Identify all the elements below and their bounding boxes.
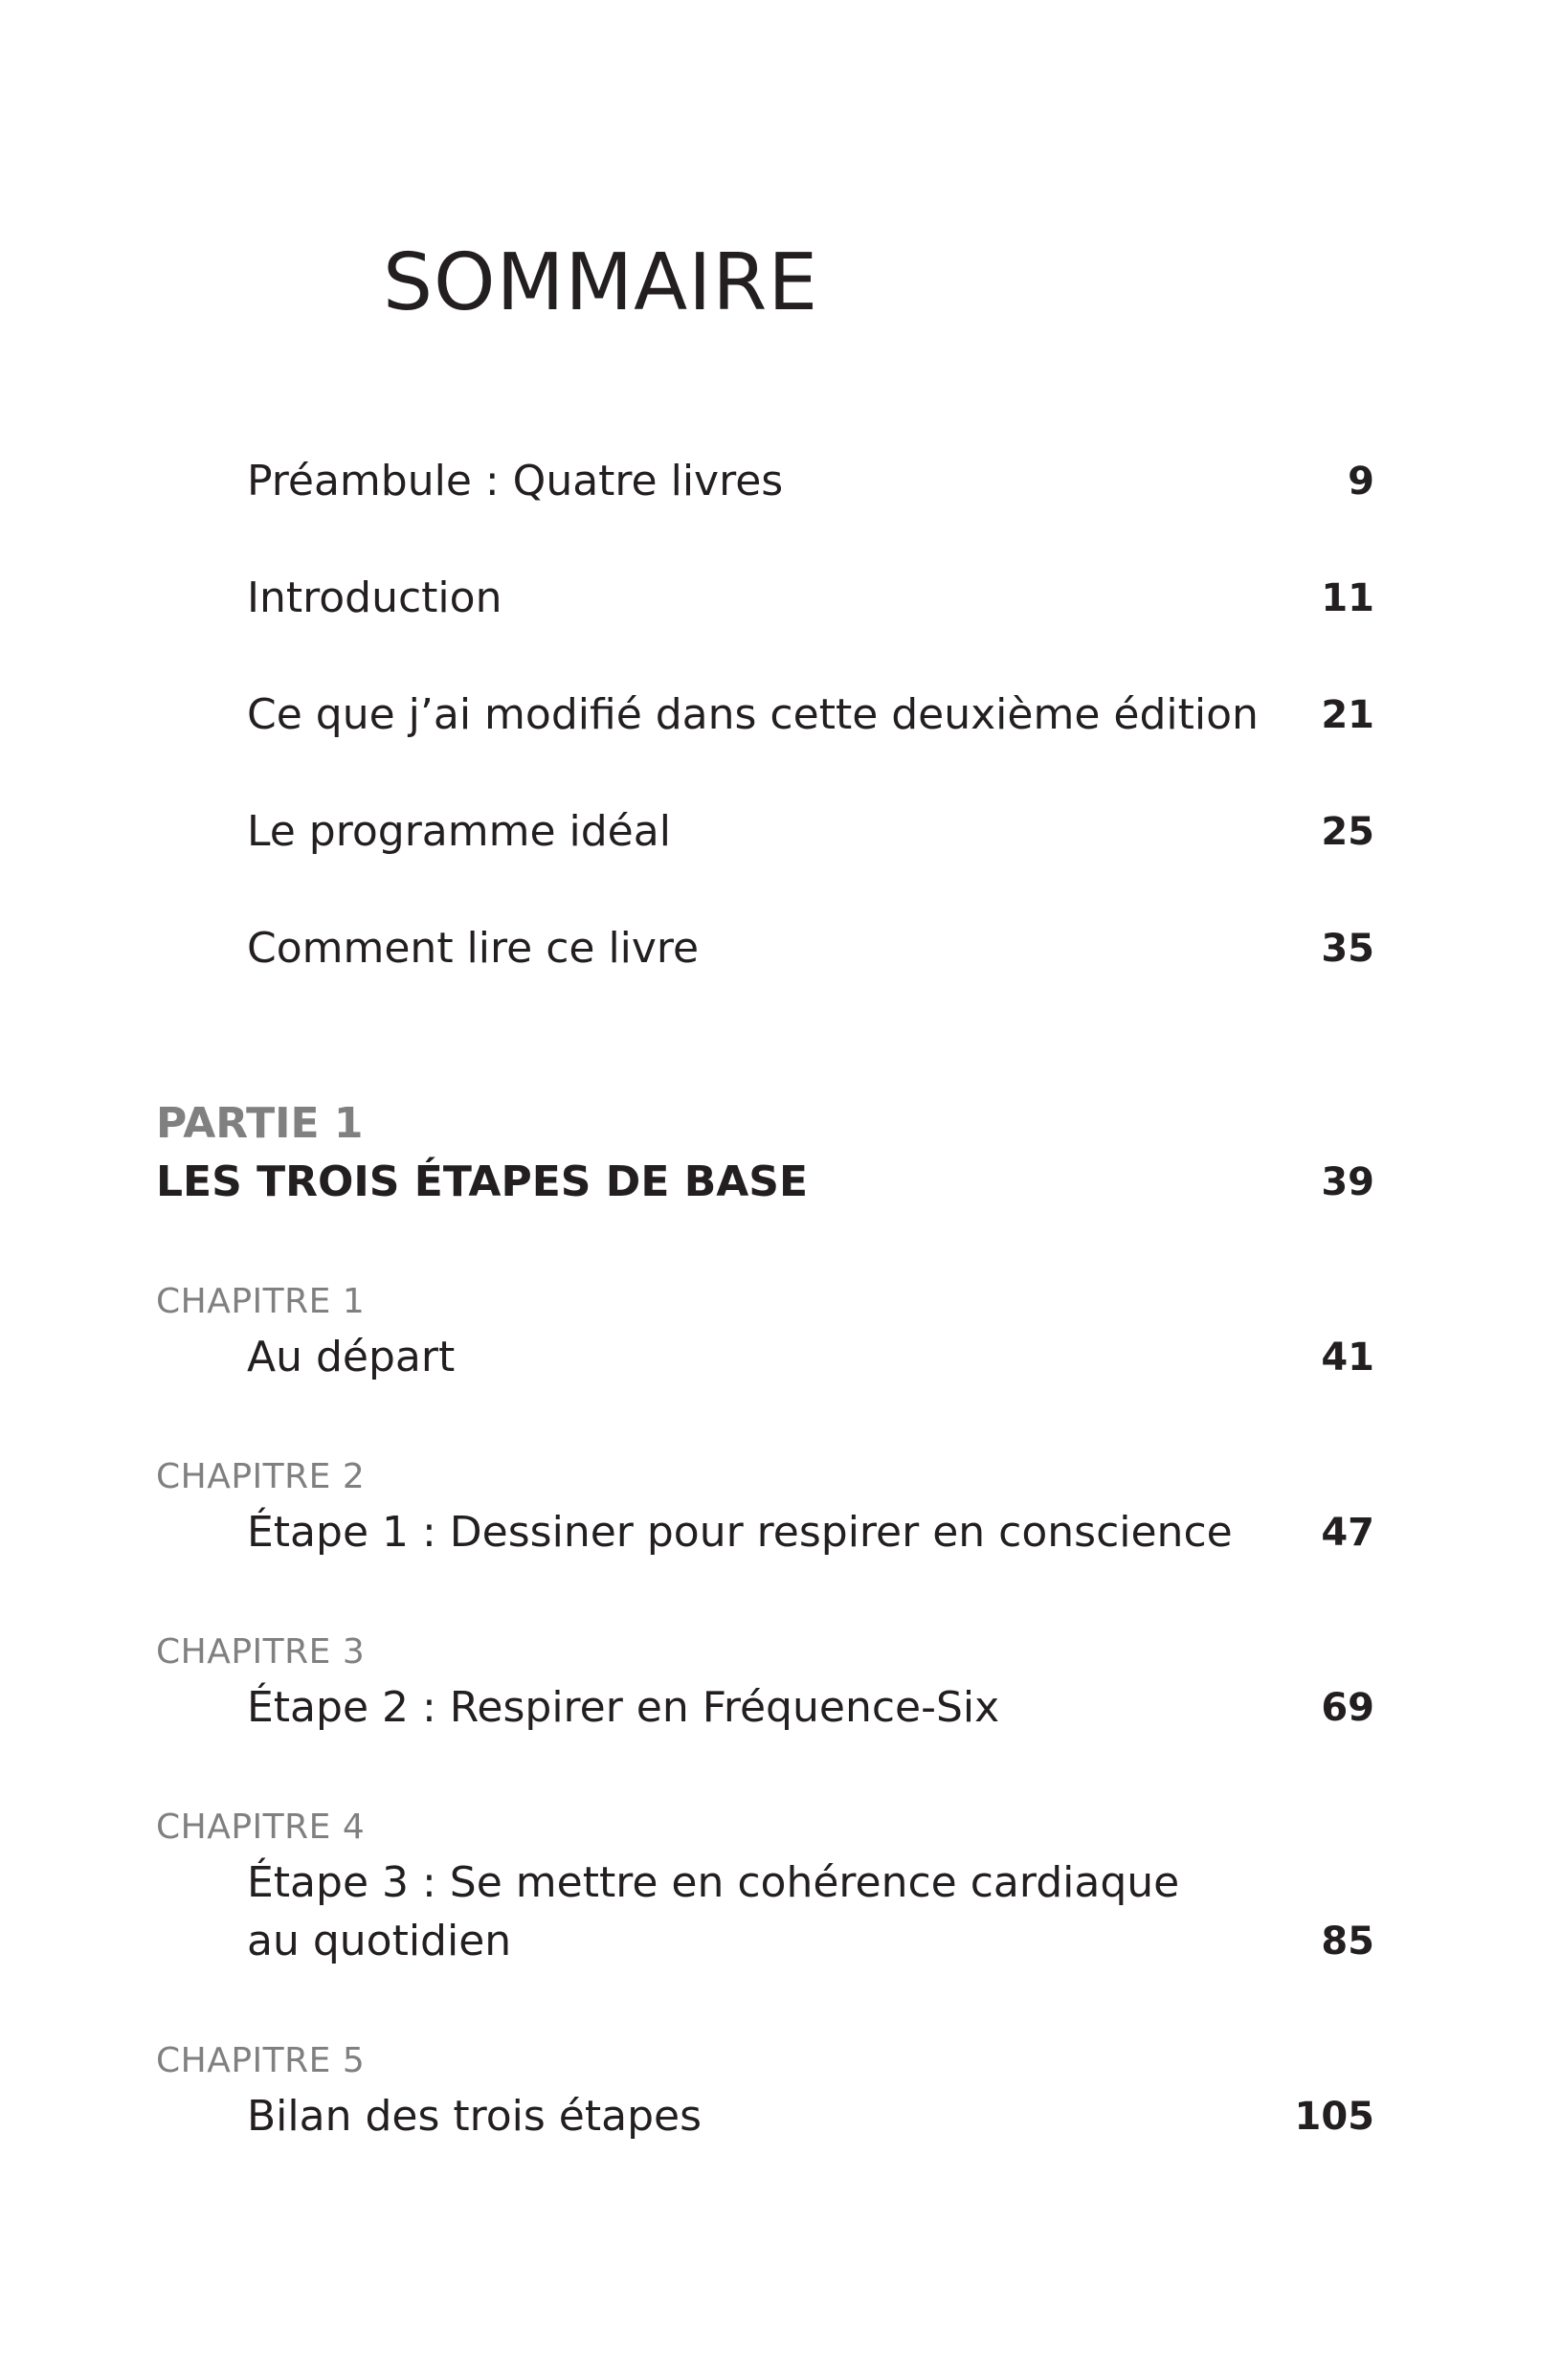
chapter-page: 47: [1321, 1511, 1374, 1555]
page-title: SOMMAIRE: [383, 237, 819, 328]
chapter-title: Étape 1 : Dessiner pour respirer en conscience: [247, 1508, 1233, 1557]
toc-entry-page: 25: [1321, 810, 1374, 854]
chapter-page: 85: [1321, 1920, 1374, 1964]
toc-entry-label: Ce que j’ai modifié dans cette deuxième édition: [247, 690, 1259, 739]
part-title: LES TROIS ÉTAPES DE BASE: [156, 1157, 809, 1206]
chapter-page: 69: [1321, 1686, 1374, 1730]
chapter-page: 105: [1294, 2095, 1374, 2139]
chapter-title: Bilan des trois étapes: [247, 2092, 703, 2141]
chapter-title: Au départ: [247, 1333, 456, 1381]
toc-entry-page: 35: [1321, 927, 1374, 971]
toc-entry-label: Préambule : Quatre livres: [247, 457, 784, 505]
chapter-label: CHAPITRE 2: [156, 1457, 366, 1496]
part-page: 39: [1321, 1160, 1374, 1204]
chapter-title: Étape 2 : Respirer en Fréquence-Six: [247, 1683, 1000, 1732]
chapter-label: CHAPITRE 3: [156, 1632, 366, 1672]
toc-entry-label: Comment lire ce livre: [247, 924, 700, 973]
chapter-page: 41: [1321, 1336, 1374, 1380]
chapter-title-continued: au quotidien: [247, 1917, 512, 1965]
toc-entry-label: Introduction: [247, 573, 502, 622]
toc-entry-label: Le programme idéal: [247, 807, 671, 856]
toc-entry-page: 11: [1321, 576, 1374, 620]
toc-entry-page: 9: [1348, 460, 1374, 504]
chapter-label: CHAPITRE 1: [156, 1282, 366, 1321]
part-label: PARTIE 1: [156, 1099, 364, 1148]
chapter-title: Étape 3 : Se mettre en cohérence cardiaque: [247, 1858, 1180, 1907]
chapter-label: CHAPITRE 4: [156, 1807, 366, 1847]
toc-entry-page: 21: [1321, 693, 1374, 737]
chapter-label: CHAPITRE 5: [156, 2041, 366, 2080]
